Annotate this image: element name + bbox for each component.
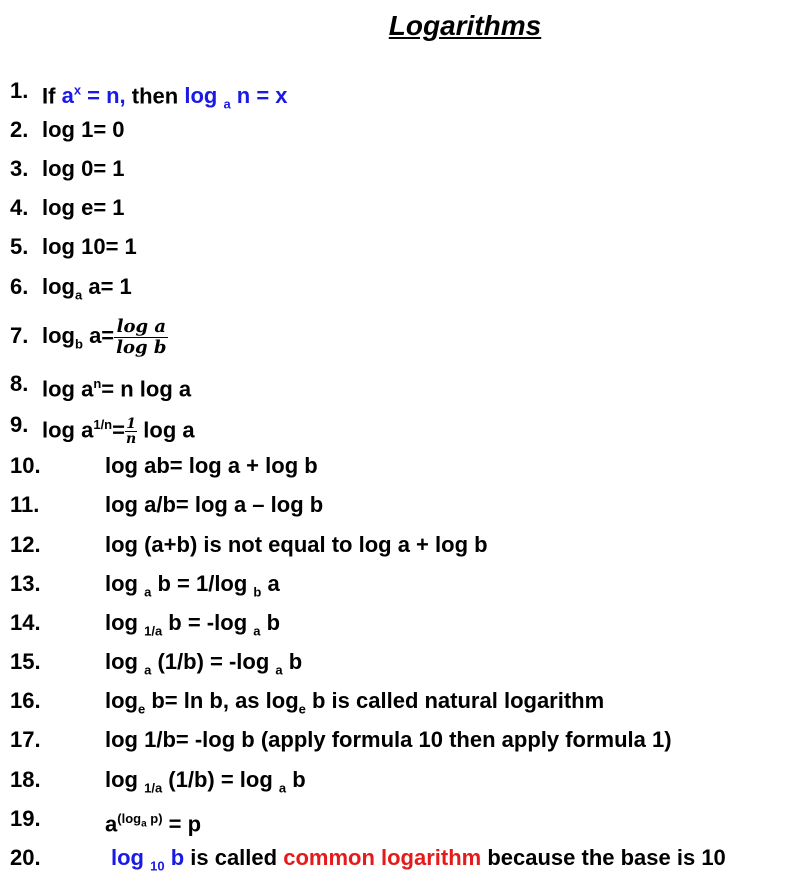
item-number: 20. <box>10 845 41 870</box>
item-number: 12. <box>10 532 41 557</box>
formula-text: log 0= 1 <box>42 156 125 181</box>
formula-text: $\log a^n= n$ log a <box>42 376 192 402</box>
formula-text: log (a+b) is not equal to log a + log b <box>105 532 488 557</box>
formula-row <box>10 316 800 356</box>
formula-text: log $_{1/a}$ (1/b) = log $_a$ b <box>105 767 306 796</box>
formula-row <box>10 367 800 401</box>
item-number: 19. <box>10 806 41 831</box>
item-number: 5. <box>10 234 29 259</box>
formula-row <box>10 684 800 718</box>
item-number: 6. <box>10 274 29 299</box>
item-number: 7. <box>10 323 29 348</box>
formula-text: $\log a^{1/n}=$ $\frac{1}{n}$ log a <box>42 416 195 448</box>
formula-row <box>10 567 800 601</box>
formula-text: log ab= log a + log b <box>105 453 318 478</box>
formula-row <box>10 230 800 264</box>
fraction: $\frac{1}{n}$ <box>126 416 137 448</box>
item-number: 4. <box>10 195 29 220</box>
item-number: 8. <box>10 371 29 396</box>
formula-text: $\log_b a=$ $\frac{\text{log a}}{\text{log b}}$ <box>42 315 167 358</box>
page-title: Logarithms <box>388 10 542 41</box>
formula-text: log $_{1/a}$ b = -log $_a$ b <box>105 610 281 639</box>
formula-row <box>10 723 800 757</box>
item-number: 2. <box>10 117 29 142</box>
formula-text: If $a^x = n$, then log $_a$ n = x <box>42 83 288 112</box>
formula-row <box>10 488 800 522</box>
formula-row <box>10 606 800 640</box>
item-number: 15. <box>10 649 41 674</box>
formula-row <box>10 406 800 448</box>
item-number: 14. <box>10 610 41 635</box>
formula-row <box>10 763 800 797</box>
formula-row <box>10 113 800 147</box>
formula-row <box>10 841 800 875</box>
item-number: 18. <box>10 767 41 792</box>
formula-text: log 10= 1 <box>42 234 137 259</box>
item-number: 17. <box>10 727 41 752</box>
item-number: 3. <box>10 156 29 181</box>
formula-text: log $_a$ (1/b) = -log $_a$ b <box>105 649 303 678</box>
formula-row <box>10 74 800 112</box>
formula-row <box>10 528 800 562</box>
fraction: $\frac{\text{log a}}{\text{log b}}$ <box>116 315 167 358</box>
formula-text: log 1= 0 <box>42 117 125 142</box>
formula-text: $\log_a a= 1$ <box>42 274 132 303</box>
formula-text: $a^{(log_a p)} = p$ <box>105 811 202 837</box>
formula-text: log $_{10}$ b is called common logarithm because the base is 10 <box>111 845 726 874</box>
item-number: 1. <box>10 78 29 103</box>
item-number: 11. <box>10 492 40 517</box>
formula-row <box>10 802 800 836</box>
formula-row <box>10 449 800 483</box>
formula-row <box>10 152 800 186</box>
formula-text: $\log_e b= \ln b$, as $\log_e b$ is called natural logarithm <box>105 688 605 717</box>
item-number: 9. <box>10 412 29 437</box>
formula-text: log e= 1 <box>42 195 125 220</box>
item-number: 13. <box>10 571 41 596</box>
formula-text: log a/b= log a – log b <box>105 492 324 517</box>
formula-row <box>10 191 800 225</box>
item-number: 10. <box>10 453 41 478</box>
formula-text: log $_a$ b = 1/log $_b$ a <box>105 571 280 600</box>
item-number: 16. <box>10 688 41 713</box>
formula-row <box>10 270 800 304</box>
formula-text: log 1/b= -log b (apply formula 10 then apply formula 1) <box>105 727 672 752</box>
formula-row <box>10 645 800 679</box>
